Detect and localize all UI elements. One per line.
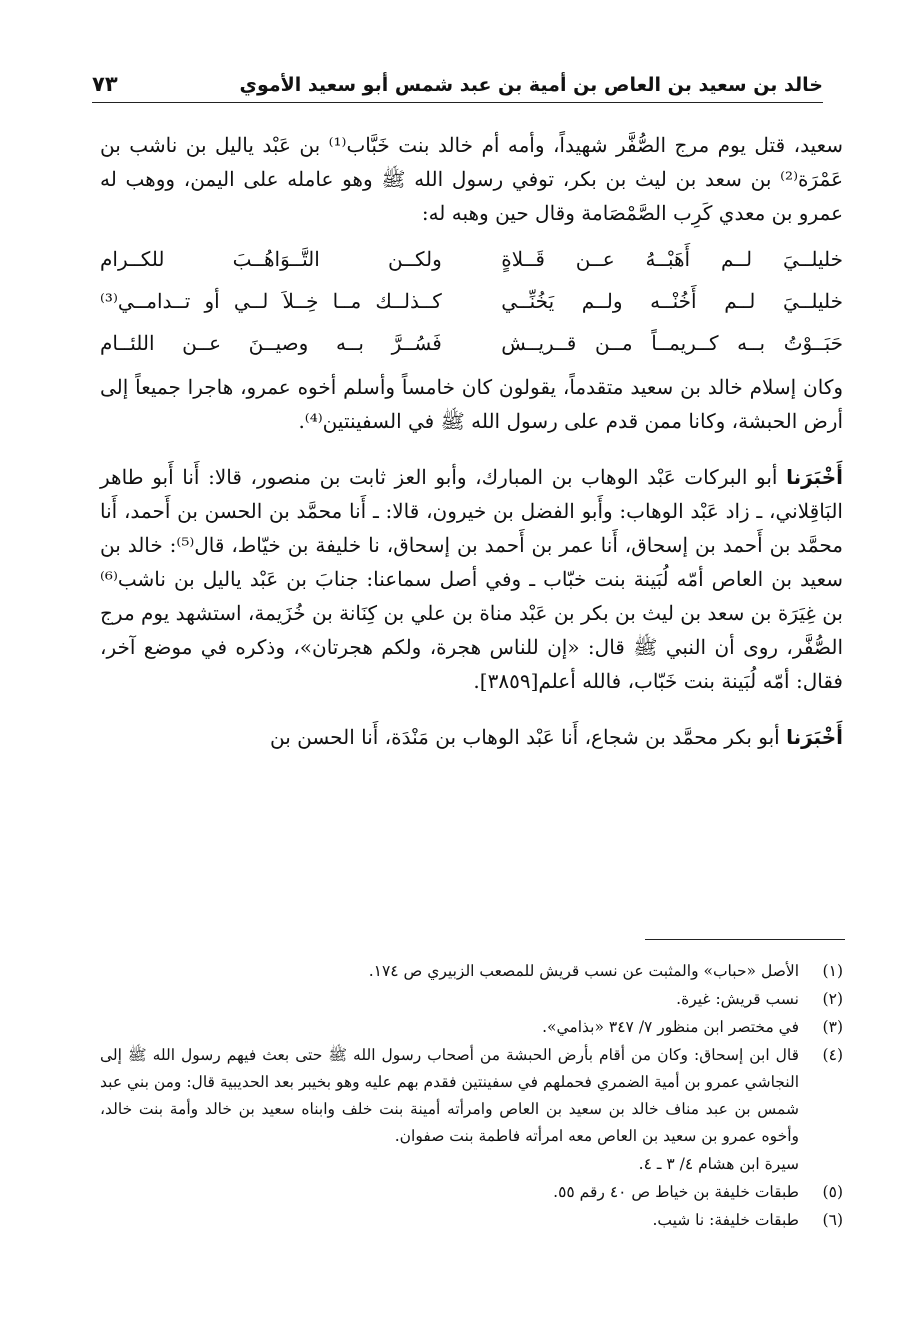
footnote-text: في مختصر ابن منظور ٧/ ٣٤٧ «بذامي». — [542, 1018, 799, 1036]
paragraph-gap — [100, 438, 843, 460]
verse-hemistich-first: خليلــيَ لــم أَهَبْــهُ عــن قَــلاةٍ — [501, 247, 843, 271]
footnote — [100, 1151, 843, 1178]
footnote — [100, 1042, 843, 1150]
paragraph-isnad-1 — [100, 460, 843, 698]
footnote-text: الأصل «حباب» والمثبت عن نسب قريش للمصعب الزبيري ص ١٧٤. — [368, 962, 799, 980]
isnad-text: أبو البركات عَبْد الوهاب بن المبارك، وأبو العز ثابت بن منصور، قالا: أَنا أَبو طاهر البَاقِلاني، ـ زاد عَبْد الوهاب: وأَبو الفضل بن خيرون، قالا: ـ أَنا محمَّد بن الحسن بن أَحمد، أَنا محمَّد بن أَحمد بن إسحاق، أَنا عمر بن أَحمد بن إسحاق، نا خليفة بن خيّاط، قال⁽⁵⁾: خالد بن سعيد بن العاص أمّه لُبَينة بنت خبّاب ـ وفي أصل سماعنا: جنابَ بن عَبْد ياليل بن ناشب⁽⁶⁾ بن غِيَرَة بن سعد بن ليث بن بكر بن عَبْد مناة بن علي بن كِنَانة بن خُزَيمة، استشهد يوم مرج الصُّفَّر، روى أن النبي ﷺ قال: «إن للناس هجرة، ولكم هجرتان»، وذكره في موضع آخر، فقال: أمّه لُبَينة بنت خَبّاب، فالله أعلم[٣٨٥٩]. — [100, 465, 843, 693]
footnote-text: طبقات خليفة: نا شيب. — [652, 1211, 799, 1229]
footnote — [100, 1179, 843, 1206]
header-title: خالد بن سعيد بن العاص بن أمية بن عبد شمس أبو سعيد الأموي — [239, 74, 823, 96]
footnote-number: (١) — [822, 962, 843, 980]
footnote-number: (٥) — [822, 1183, 843, 1201]
verse-hemistich-second: كــذلــك مــا خِــلاَ لــي أو تــدامــي⁽³⁾ — [100, 289, 442, 313]
intro-paragraph: سعيد، قتل يوم مرج الصُّفَّر شهيداً، وأمه أم خالد بنت خَبَّاب⁽¹⁾ بن عَبْد ياليل بن ناشب بن عَمْرَة⁽²⁾ بن سعد بن ليث بن بكر، توفي رسول الله ﷺ وهو عامله على اليمن، ووهب له عمرو بن معدي كَرِب الصَّمْصَامة وقال حين وهبه له: — [100, 133, 844, 225]
isnad-text: أبو بكر محمَّد بن شجاع، أَنا عَبْد الوهاب بن مَنْدَة، أَنا الحسن بن — [269, 725, 787, 749]
poem — [100, 238, 843, 364]
running-header — [92, 52, 823, 103]
footnote — [100, 986, 843, 1013]
footnote-text: سيرة ابن هشام ٤/ ٣ ـ ٤. — [638, 1155, 799, 1173]
verse-hemistich-second: ولكــن التَّــوَاهُــبَ للكــرام — [100, 247, 442, 271]
footnote-text: نسب قريش: غيرة. — [676, 990, 799, 1008]
page-number: ٧٣ — [92, 72, 118, 96]
verse-hemistich-first: حَبَــوْتُ بــه كــريمــاً مــن قــريــش — [501, 331, 843, 355]
footnote-number: (٣) — [822, 1018, 843, 1036]
footnote-number — [799, 1151, 843, 1178]
footnote-text: قال ابن إسحاق: وكان من أقام بأرض الحبشة من أصحاب رسول الله ﷺ حتى بعث فيهم رسول الله ﷺ إلى النجاشي عمرو بن أمية الضمري فحملهم في سفينتين فقدم بهم عليه وهو بخيبر بعد الحديبية قال: ومن بني عبد شمس بن عبد مناف خالد بن سعيد بن العاص وامرأته أمينة بنت خلف وابناه سعيد بن خالد وأمة بنت خالد، وأخوه عمرو بن سعيد بن العاص معه امرأته فاطمة بنت صفوان. — [100, 1046, 799, 1145]
verse-line — [100, 238, 843, 280]
footnote-number: (٢) — [822, 990, 843, 1008]
akhbarana-label: أَخْبَرَنا — [786, 465, 843, 489]
footnote-number: (٤) — [822, 1046, 843, 1064]
verse-hemistich-second: فَسُــرَّ بــه وصيــنَ عــن اللئــام — [100, 331, 442, 355]
footnote — [100, 1014, 843, 1041]
footnote — [100, 1207, 843, 1234]
footnote — [100, 958, 843, 985]
paragraph-gap — [100, 698, 843, 720]
footnotes — [100, 958, 843, 1235]
verse-line — [100, 280, 843, 322]
paragraph-isnad-2 — [100, 720, 843, 754]
footnote-number: (٦) — [822, 1211, 843, 1229]
footnote-divider — [645, 939, 845, 940]
paragraph-islam: وكان إسلام خالد بن سعيد متقدماً، يقولون كان خامساً وأسلم أخوه عمرو، هاجرا جميعاً إلى أرض الحبشة، وكانا ممن قدم على رسول الله ﷺ في السفينتين⁽⁴⁾. — [100, 375, 843, 433]
verse-line — [100, 322, 843, 364]
footnote-text: طبقات خليفة بن خياط ص ٤٠ رقم ٥٥. — [553, 1183, 799, 1201]
akhbarana-label: أَخْبَرَنا — [786, 725, 843, 749]
main-text — [100, 128, 843, 754]
verse-hemistich-first: خليلــيَ لــم أَخُنْــه ولــم يَخُنِّــي — [501, 289, 843, 313]
